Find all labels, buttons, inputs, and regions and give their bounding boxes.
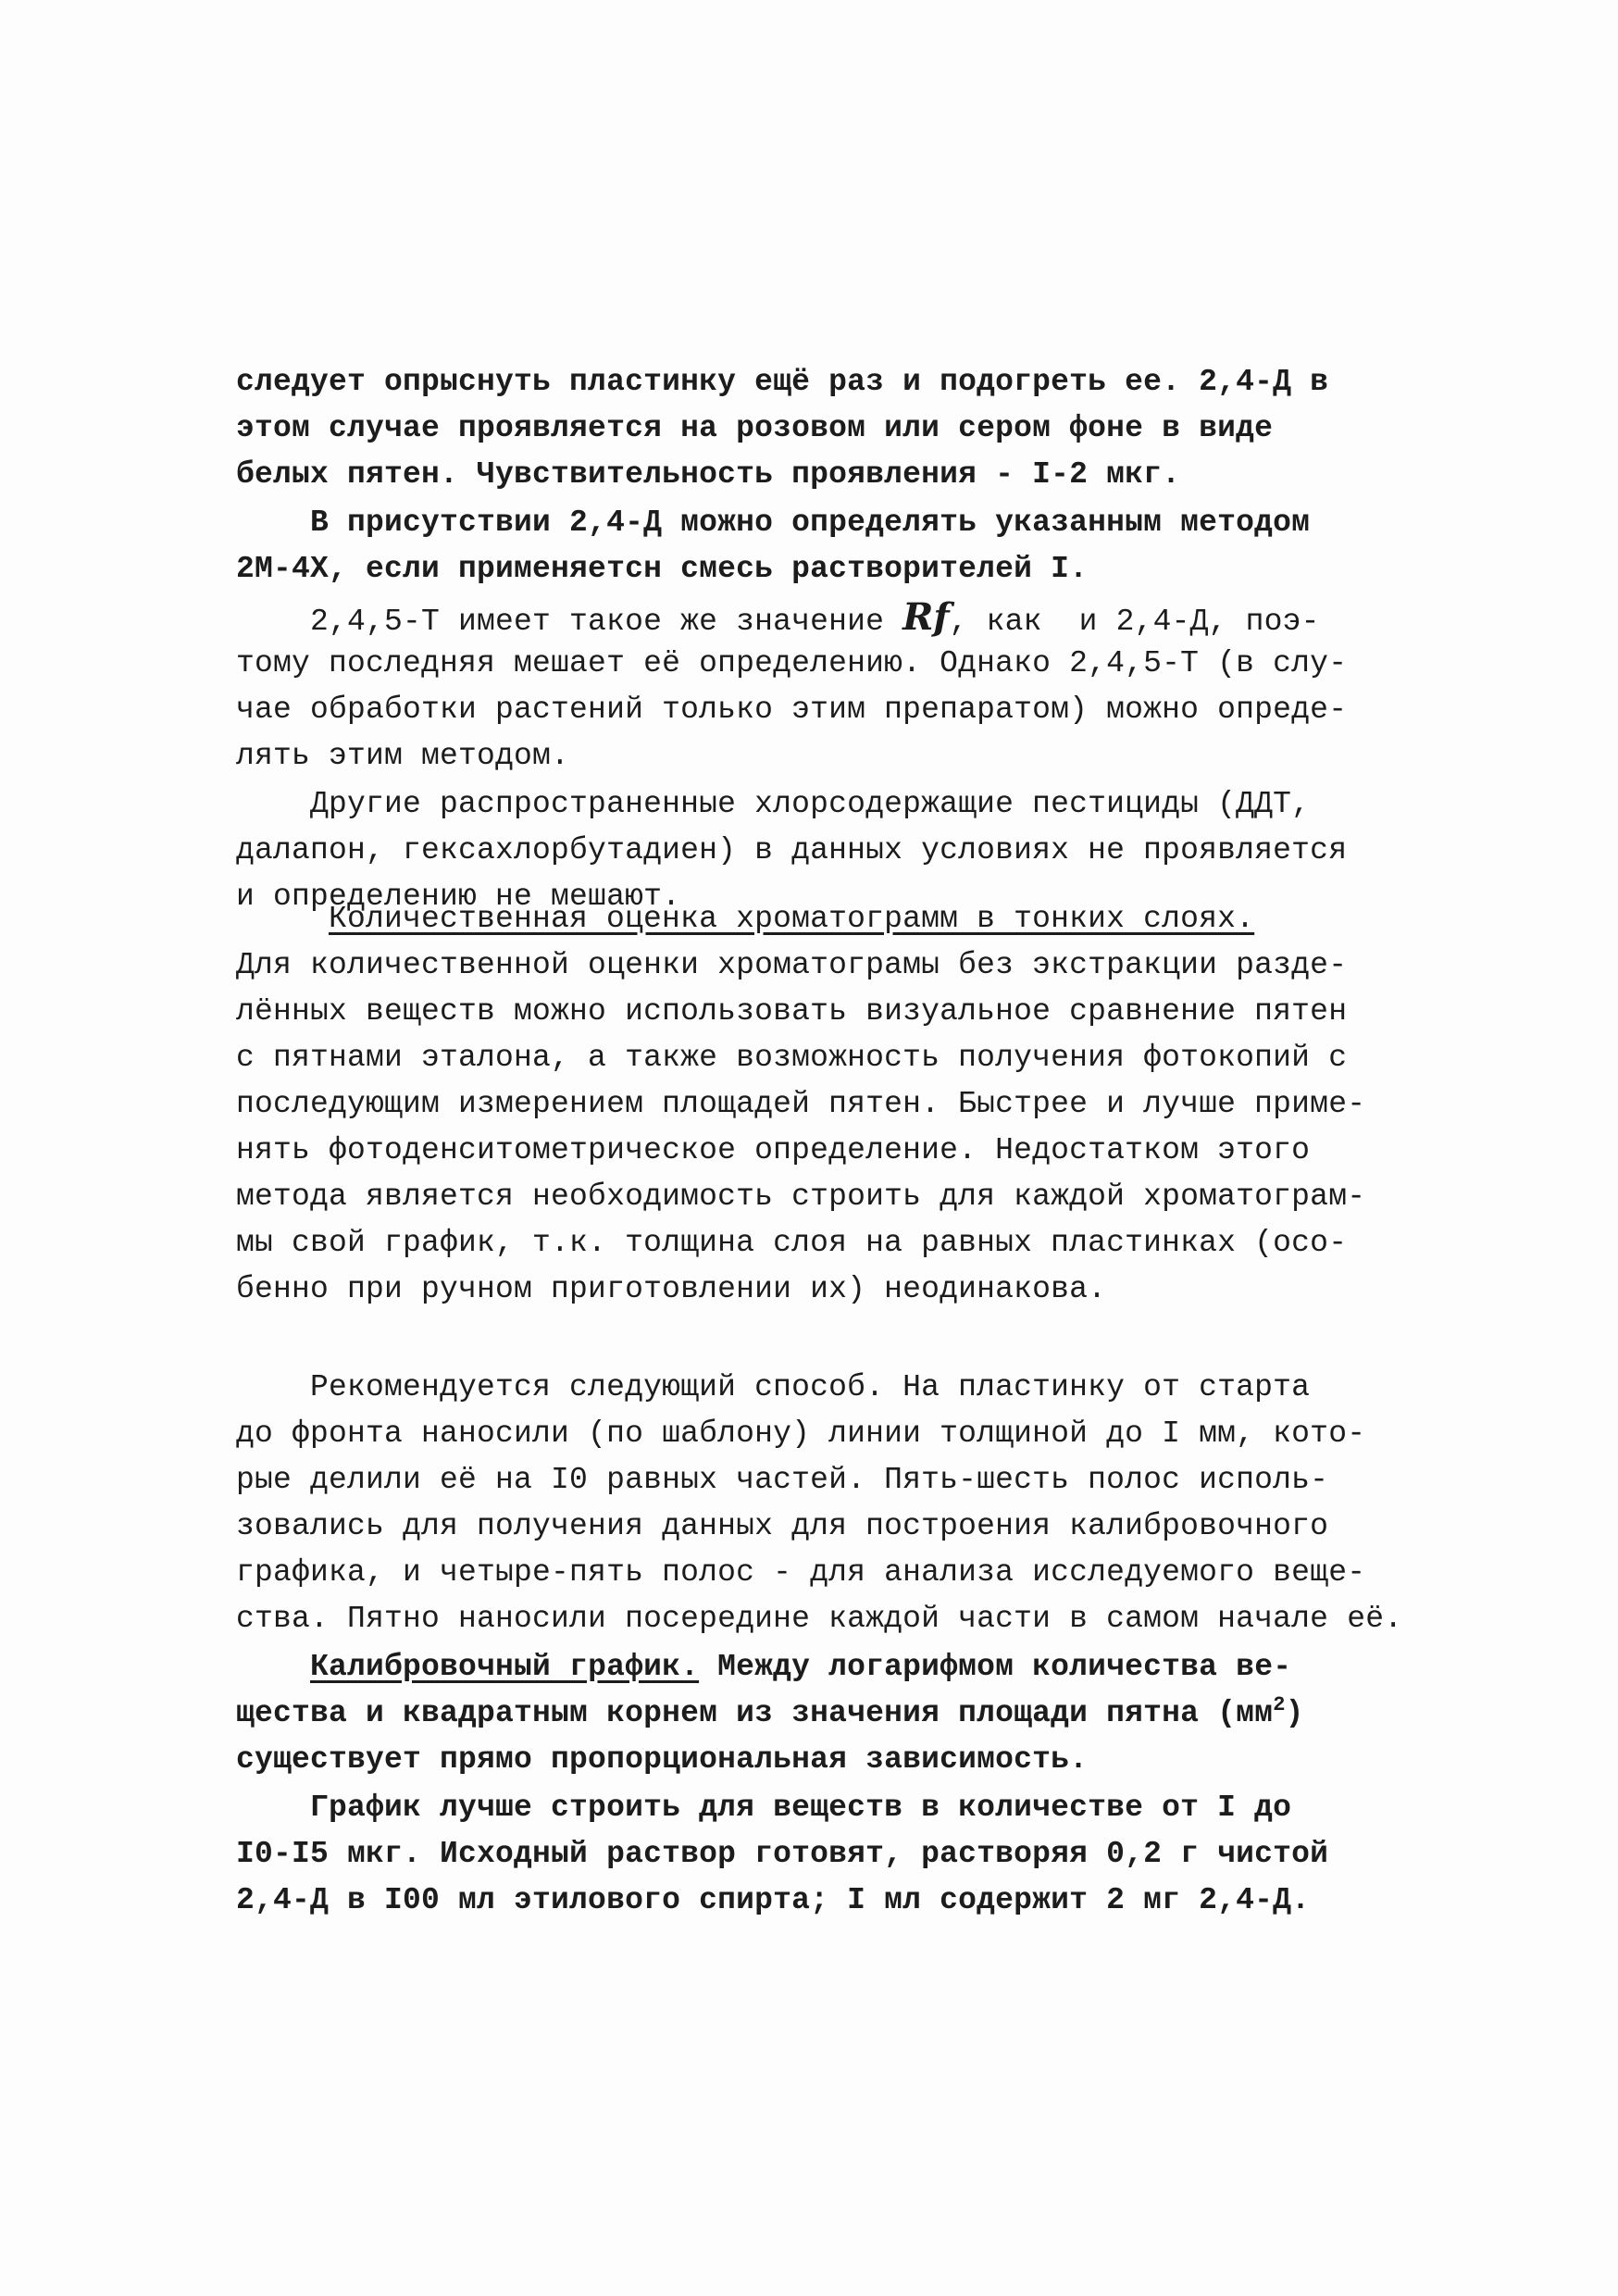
text-line: с пятнами эталона, а также возможность получения фотокопий с [236,1041,1348,1075]
text-line: График лучше строить для веществ в количестве от I до [236,1791,1292,1825]
text-line: В присутствии 2,4-Д можно определять указанным методом [236,505,1311,540]
text-line-end: ) [1285,1696,1304,1730]
text-line: ства. Пятно наносили посередине каждой части в самом начале её. [236,1602,1403,1636]
text-line-end: Между логарифмом количества ве- [699,1650,1292,1684]
text-line: белых пятен. Чувствительность проявления - I-2 мкг. [236,457,1181,492]
text-line: Для количественной оценки хроматограмы без экстракции разде- [236,948,1348,982]
text-line: нять фотоденситометрическое определение. Недостатком этого [236,1133,1311,1167]
text-line-start: 2,4,5-Т имеет такое же значение [236,605,903,639]
text-line: существует прямо пропорциональная зависимость. [236,1742,1089,1777]
text-line: I0-I5 мкг. Исходный раствор готовят, растворяя 0,2 г чистой [236,1837,1329,1871]
text-line: лённых веществ можно использовать визуальное сравнение пятен [236,994,1348,1029]
paragraph-method [236,1365,1402,1642]
text-line: зовались для получения данных для построения калибровочного [236,1509,1329,1543]
text-line: мы свой график, т.к. толщина слоя на равных пластинках (осо- [236,1226,1348,1260]
text-line: чае обработки растений только этим препаратом) можно опреде- [236,693,1348,727]
heading-calibration: Калибровочный график. [310,1650,700,1684]
heading-quantitative: Количественная оценка хроматограмм в тонких слоях. [329,902,1255,936]
text-line: лять этим методом. [236,739,570,773]
text-line-end: , как и 2,4-Д, поэ- [949,605,1320,639]
paragraph-graph [236,1785,1402,1924]
text-line: рые делили её на I0 равных частей. Пять-шесть полос исполь- [236,1463,1329,1497]
text-line: этом случае проявляется на розовом или сером фоне в виде [236,411,1274,445]
text-line: 2,4-Д в I00 мл этилового спирта; I мл содержит 2 мг 2,4-Д. [236,1883,1311,1917]
paragraph-continuation [236,359,1402,498]
text-line-heading [236,1644,1402,1691]
text-line: 2М-4Х, если применяетсн смесь растворителей I. [236,552,1089,586]
text-line: Рекомендуется следующий способ. На пластинку от старта [236,1370,1311,1404]
paragraph-245t [236,594,1402,780]
text-line: последующим измерением площадей пятен. Быстрее и лучше приме- [236,1087,1366,1121]
text-line-start: щества и квадратным корнем из значения площади пятна (мм [236,1696,1274,1730]
text-line: тому последняя мешает её определению. Однако 2,4,5-Т (в слу- [236,646,1348,680]
text-line: следует опрыснуть пластинку ещё раз и подогреть ее. 2,4-Д в [236,365,1329,399]
text-line: метода является необходимость строить для каждой хроматограм- [236,1179,1366,1214]
section-heading [329,896,1495,942]
text-line: графика, и четыре-пять полос - для анализа исследуемого веще- [236,1555,1366,1590]
paragraph-2m4x [236,500,1402,593]
text-line: бенно при ручном приготовлении их) неодинакова. [236,1272,1107,1306]
text-line: до фронта наносили (по шаблону) линии толщиной до I мм, кото- [236,1416,1366,1451]
paragraph-calibration [236,1644,1402,1783]
superscript: 2 [1273,1693,1286,1716]
text-line-rf [236,594,1402,641]
rf-handwritten-symbol: Rf [902,595,950,639]
paragraph-quantitative [236,942,1402,1313]
text-line: Другие распространенные хлорсодержащие пестициды (ДДТ, [236,787,1311,821]
heading-line [329,896,1495,942]
text-line: и определению не мешают. [236,880,681,914]
text-line-superscript [236,1691,1402,1737]
text-line: далапон, гексахлорбутадиен) в данных условиях не проявляется [236,833,1348,867]
